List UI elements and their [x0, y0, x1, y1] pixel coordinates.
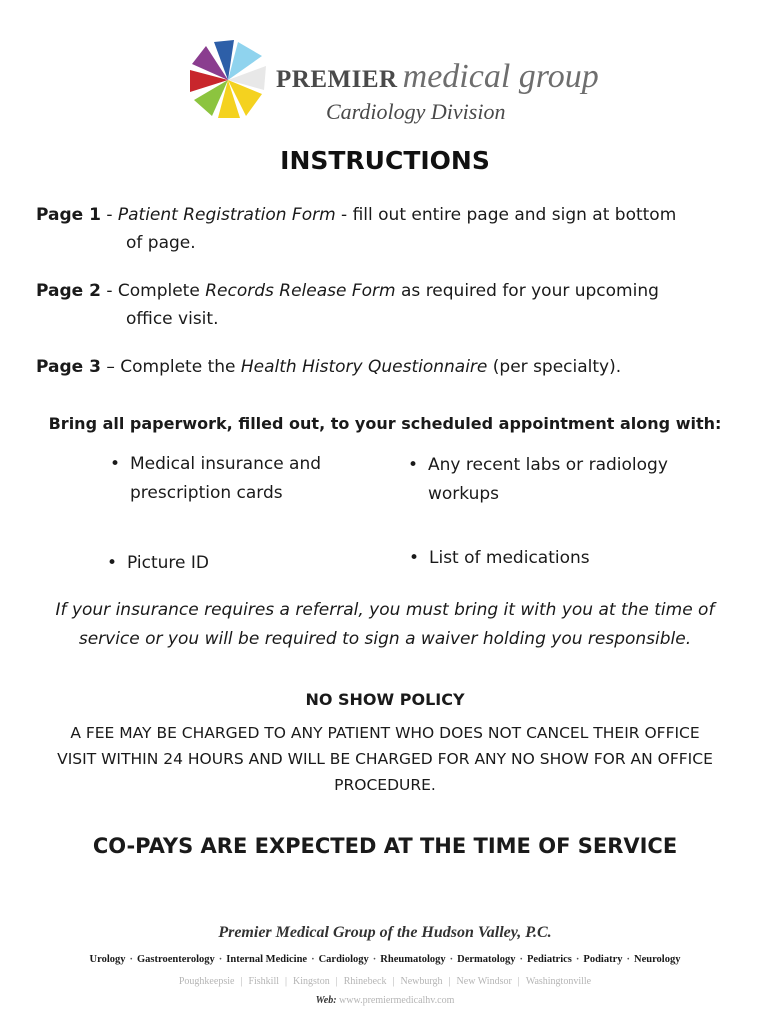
- footer-specialties: [0, 954, 770, 965]
- specialty-item: Pediatrics: [526, 954, 572, 965]
- specialty-item: Cardiology: [318, 954, 369, 965]
- list-item: • Medical insurance and prescription cards: [110, 450, 370, 508]
- brand-name: [276, 58, 599, 96]
- no-show-body: A FEE MAY BE CHARGED TO ANY PATIENT WHO DOES NOT CANCEL THEIR OFFICE VISIT WITHIN 24 HOURS AND WILL BE CHARGED FOR ANY NO SHOW FOR AN OFFICE PROCEDURE.: [57, 724, 713, 794]
- page-1-label: Page 1: [36, 205, 101, 225]
- brand-medical-group: medical group: [402, 58, 599, 95]
- bullet-dot-icon: •: [409, 548, 420, 568]
- footer-practice-name: Premier Medical Group of the Hudson Valley, P.C.: [218, 924, 552, 941]
- separator: |: [285, 976, 288, 987]
- web-label: Web:: [315, 995, 337, 1006]
- page-3-form-name: Health History Questionnaire: [240, 357, 488, 377]
- bullet-dot-icon: •: [408, 455, 419, 475]
- copay-notice: CO-PAYS ARE EXPECTED AT THE TIME OF SERVICE: [92, 834, 678, 858]
- separator: |: [448, 976, 451, 987]
- separator: |: [517, 976, 520, 987]
- separator: ·: [626, 954, 630, 965]
- page-3-instruction: Page 3 – Complete the Health History Questionnaire (per specialty).: [36, 357, 622, 377]
- bullet-dot-icon: •: [110, 454, 121, 474]
- separator: ·: [311, 954, 315, 965]
- separator: |: [240, 976, 243, 987]
- specialty-item: Internal Medicine: [226, 954, 308, 965]
- brand-premier: PREMIER: [276, 66, 398, 93]
- footer-locations: [0, 976, 770, 987]
- specialty-item: Neurology: [634, 954, 681, 965]
- page-title: INSTRUCTIONS: [280, 146, 490, 175]
- page-2-form-name: Records Release Form: [205, 281, 396, 301]
- separator: ·: [519, 954, 523, 965]
- specialty-item: Podiatry: [583, 954, 623, 965]
- separator: |: [335, 976, 338, 987]
- list-item: • List of medications: [409, 544, 669, 573]
- web-url[interactable]: www.premiermedicalhv.com: [339, 995, 455, 1006]
- division-name: Cardiology Division: [326, 99, 506, 124]
- no-show-heading: NO SHOW POLICY: [305, 690, 465, 709]
- bring-heading: Bring all paperwork, filled out, to your scheduled appointment along with:: [48, 414, 722, 433]
- separator: |: [392, 976, 395, 987]
- location-item: New Windsor: [456, 976, 512, 987]
- referral-note: If your insurance requires a referral, you must bring it with you at the time of service or you will be required to sign a waiver holding you responsible.: [55, 600, 715, 649]
- separator: ·: [575, 954, 580, 965]
- specialty-item: Dermatology: [457, 954, 516, 965]
- list-item: • Picture ID: [107, 549, 307, 578]
- footer-web: [0, 995, 770, 1006]
- page-1-form-name: Patient Registration Form: [117, 205, 336, 225]
- specialty-item: Gastroenterology: [137, 954, 215, 965]
- specialty-item: Rheumatology: [380, 954, 446, 965]
- page-2-instruction: Page 2 - Complete Records Release Form as required for your upcoming office visit.: [36, 281, 659, 329]
- separator: ·: [449, 954, 454, 965]
- separator: ·: [218, 954, 223, 965]
- page-3-label: Page 3: [36, 357, 101, 377]
- location-item: Fishkill: [248, 976, 280, 987]
- location-item: Newburgh: [400, 976, 443, 987]
- specialty-item: Urology: [89, 954, 126, 965]
- pinwheel-logo-icon: [186, 40, 270, 120]
- separator: ·: [129, 954, 134, 965]
- page-1-instruction: Page 1 - Patient Registration Form - fill out entire page and sign at bottom of page.: [36, 205, 677, 253]
- location-item: Rhinebeck: [343, 976, 387, 987]
- bullet-dot-icon: •: [107, 553, 118, 573]
- location-item: Washingtonville: [525, 976, 592, 987]
- location-item: Poughkeepsie: [178, 976, 235, 987]
- location-item: Kingston: [293, 976, 330, 987]
- list-item: • Any recent labs or radiology workups: [408, 451, 728, 509]
- page-2-label: Page 2: [36, 281, 101, 301]
- separator: ·: [372, 954, 377, 965]
